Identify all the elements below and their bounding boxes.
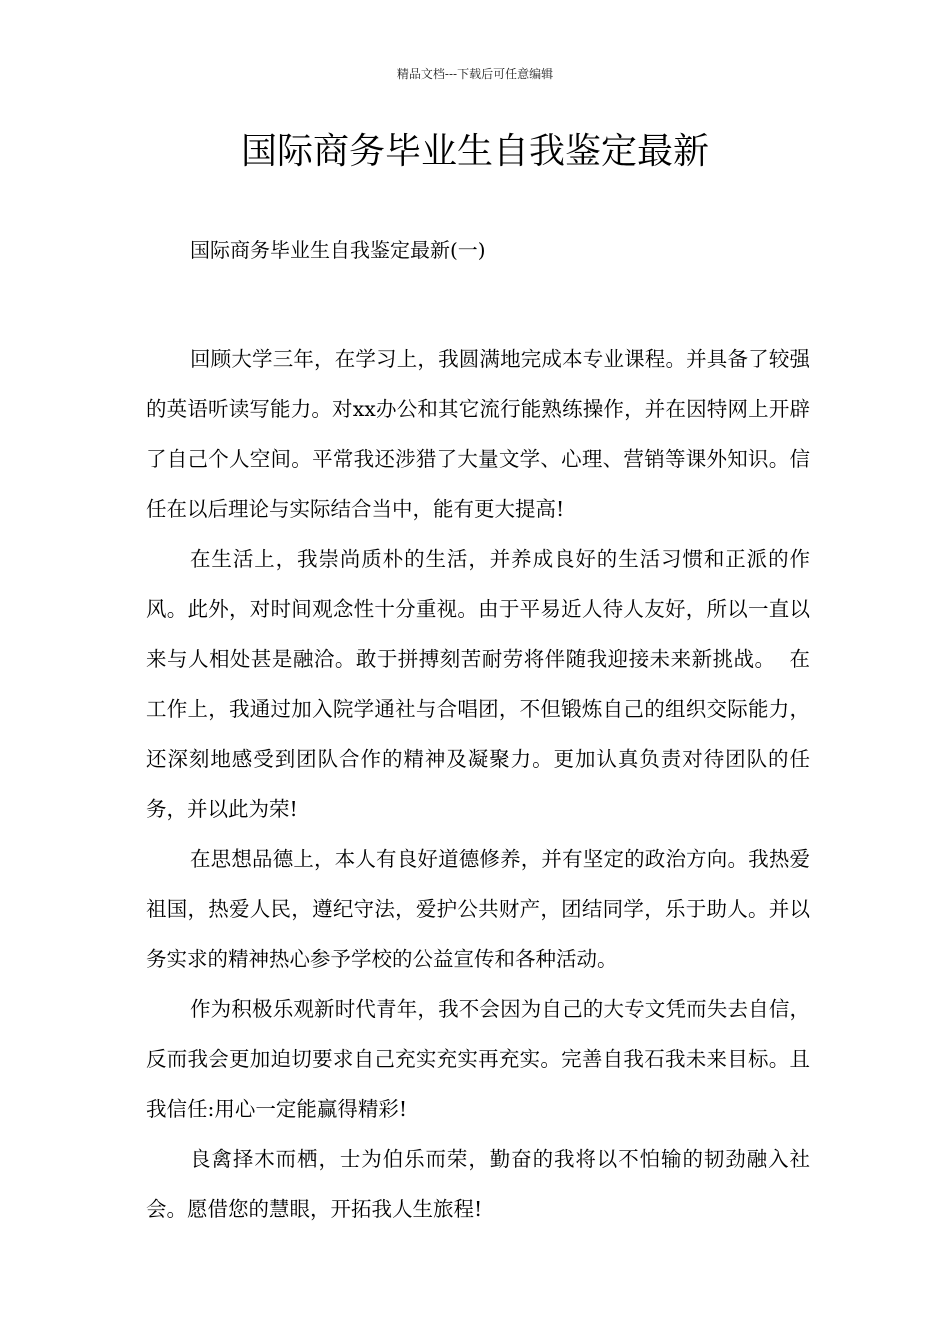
paragraph-life-work: 在生活上，我崇尚质朴的生活，并养成良好的生活习惯和正派的作风。此外，对时间观念性十分重视。由于平易近人待人友好，所以一直以来与人相处甚是融洽。敢于拼搏刻苦耐劳将伴随我迎接未来新挑战。 在工作上，我通过加入院学通社与合唱团，不但锻炼自己的组织交际能力，还深刻地感受到团队合作的精神及凝聚力。更加认真负责对待团队的任务，并以此为荣! (146, 547, 810, 821)
body-text (146, 334, 810, 1234)
paragraph-morality: 在思想品德上，本人有良好道德修养，并有坚定的政治方向。我热爱祖国，热爱人民，遵纪守法，爱护公共财产，团结同学，乐于助人。并以务实求的精神热心参予学校的公益宣传和各种活动。 (146, 847, 810, 971)
paragraph-study: 回顾大学三年，在学习上，我圆满地完成本专业课程。并具备了较强的英语听读写能力。对xx办公和其它流行能熟练操作，并在因特网上开辟了自己个人空间。平常我还涉猎了大量文学、心理、营销等课外知识。信任在以后理论与实际结合当中，能有更大提高! (146, 347, 810, 521)
section-subtitle: 国际商务毕业生自我鉴定最新(一) (190, 238, 486, 262)
page-title: 国际商务毕业生自我鉴定最新 (240, 131, 709, 172)
header-note: 精品文档---下载后可任意编辑 (396, 67, 554, 81)
paragraph-confidence: 作为积极乐观新时代青年，我不会因为自己的大专文凭而失去自信，反而我会更加迫切要求自己充实充实再充实。完善自我石我未来目标。且我信任:用心一定能赢得精彩! (146, 997, 810, 1121)
paragraph-closing: 良禽择木而栖，士为伯乐而荣，勤奋的我将以不怕输的韧劲融入社会。愿借您的慧眼，开拓我人生旅程! (146, 1147, 810, 1221)
